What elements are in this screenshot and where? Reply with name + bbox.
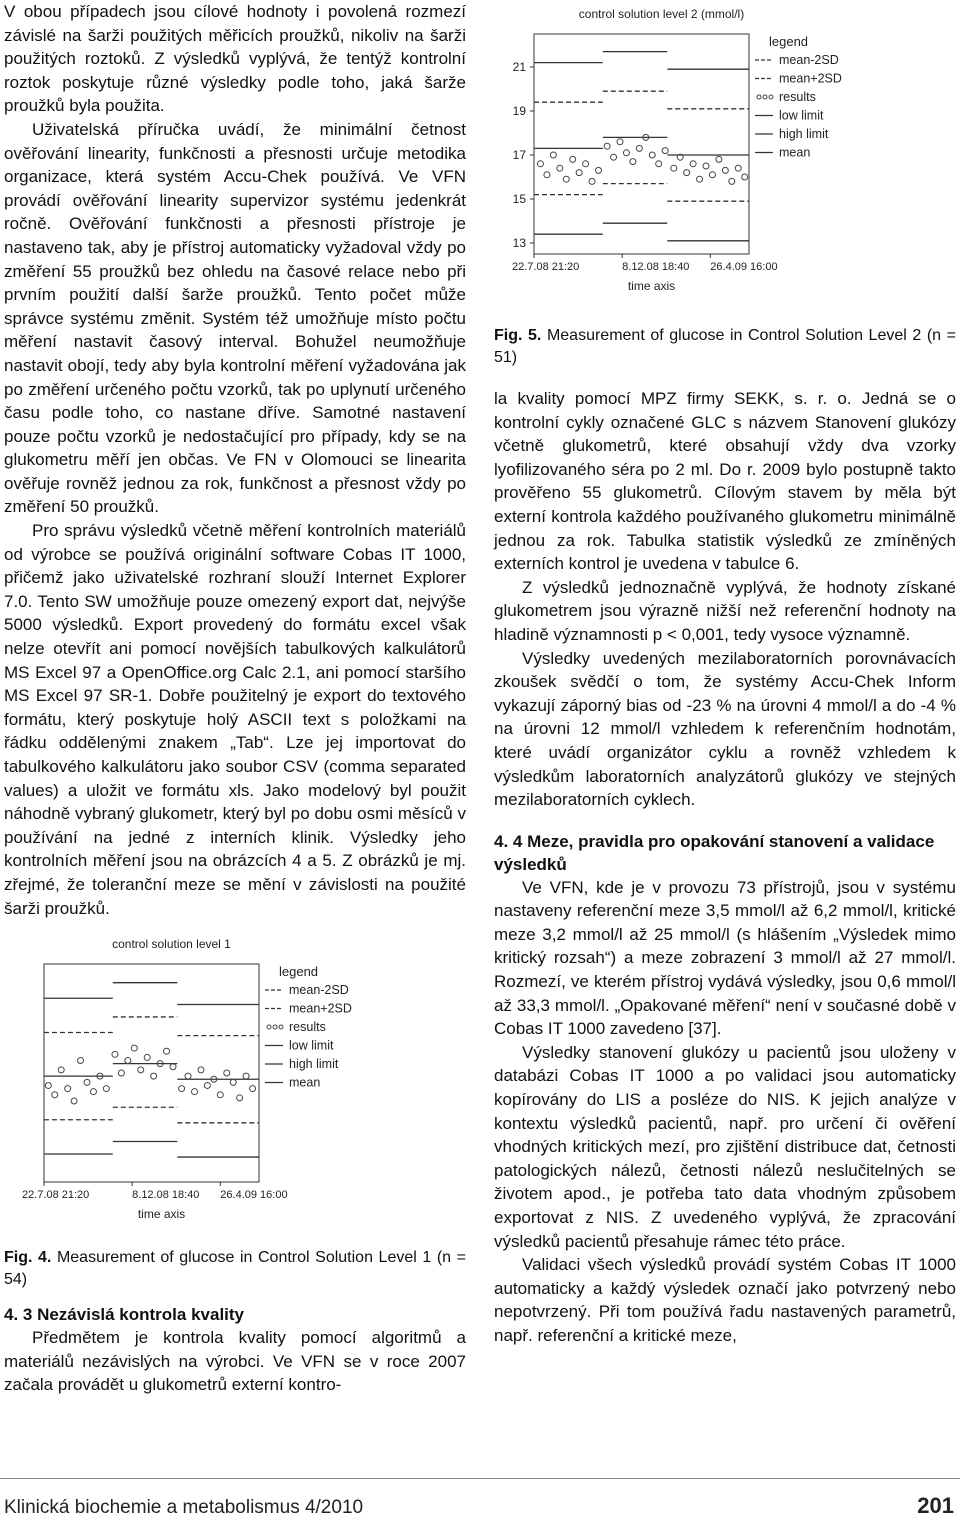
paragraph: Předmětem je kontrola kvality pomocí algoritmů a materiálů nezávislých na výrobci. Ve VFN se v roce 2007 začala provádět u glukometrů externí kontro- xyxy=(4,1328,466,1395)
legend-entry: mean-2SD xyxy=(779,53,839,67)
y-tick-label: 21 xyxy=(512,60,526,74)
paragraph: V obou případech jsou cílové hodnoty i povolená rozmezí závislé na šarži použitých měřicích proužků, nikoliv na šarži použitých roztoků. Z výsledků vyplývá, že tentýž kontrolní roztok poskytuje různé výsledky podle toho, jaká šarže proužků byla použita. xyxy=(4,2,466,116)
legend-entry: mean xyxy=(289,1075,321,1090)
figure-4-caption-text: Measurement of glucose in Control Solution Level 1 (n = 54) xyxy=(4,1249,466,1289)
figure-5-label: Fig. 5. xyxy=(494,327,542,344)
legend-entry: low limit xyxy=(289,1038,334,1053)
y-tick-label: 17 xyxy=(512,148,526,162)
legend-marker xyxy=(279,1025,283,1029)
legend-marker xyxy=(763,95,767,99)
figure-4-caption xyxy=(4,1247,466,1291)
left-column xyxy=(4,0,466,1397)
y-tick-label: 19 xyxy=(512,104,526,118)
right-column xyxy=(494,0,956,1348)
figure-5 xyxy=(494,0,956,317)
x-tick-label: 26.4.09 16:00 xyxy=(710,261,778,273)
chart-title: control solution level 2 (mmol/l) xyxy=(578,7,745,21)
legend-entry: results xyxy=(289,1020,326,1035)
paragraph: Pro správu výsledků včetně měření kontrolních materiálů od výrobce se používá originální software Cobas IT 1000, přičemž jako uživatelské rozhraní slouží Internet Explorer 7.0. Tento SW umožňuje pouze omezený export dat, nejvýše 5000 výsledků. Export provedený do formátu excel však nelze otevřít ani pomocí novějších tabulkových kalkulátorů MS Excel 97 a OpenOffice.org Calc 2.1, ani pomocí staršího MS Excel 97 SR-1. Dobře použitelný je export do textového formátu, který poskytuje holý ASCII text s položkami na řádku oddělenými znakem „Tab“. Lze jej importovat do tabulkového kalkulátoru jako soubor CSV (comma separated values) a uložit ve formátu xls. Jako modelový byl použit náhodně vybraný glukometr, který byl po dobu osmi měsíců v používání na jedné z interních klinik. Výsledky jeho kontrolních měření jsou na obrázcích 4 a 5. Z obrázků je mj. zřejmé, že toleranční meze se mění v závislosti na použité šarži proužků. xyxy=(4,521,466,918)
paragraph: Z výsledků jednoznačně vyplývá, že hodnoty získané glukometrem jsou výrazně nižší než referenční hodnoty na hladině významnosti p < 0,001, tedy vysoce významně. xyxy=(494,577,956,644)
chart-figure-4 xyxy=(4,930,466,1240)
plot-frame xyxy=(44,964,259,1182)
section-heading-4-4: 4. 4 Meze, pravidla pro opakování stanovení a validace výsledků xyxy=(494,831,935,874)
chart-title: control solution level 1 xyxy=(112,937,231,952)
legend-entry: low limit xyxy=(779,108,824,123)
legend-entry: mean+2SD xyxy=(779,71,842,86)
paragraph: Výsledky stanovení glukózy u pacientů jsou uloženy v databázi Cobas IT 1000 a po validaci jsou automaticky kopírovány do LIS a posléze do NIS. K jejich analýze v kontextu výsledků pacientů, např. pro určení či ověření vhodných kritických mezí, pro zjištění distribuce dat, četnosti patologických nálezů, četnosti nálezů neslučitelných se životem apod., je potřeba tato data vhodným způsobem exportovat z NIS. Z uvedeného vyplývá, že zpracování výsledků pacientů přesahuje rámec této práce. xyxy=(494,1042,956,1251)
x-tick-label: 26.4.09 16:00 xyxy=(220,1189,288,1202)
legend-entry: high limit xyxy=(779,127,829,141)
page-footer xyxy=(0,1478,960,1518)
x-axis-label: time axis xyxy=(627,279,676,293)
y-tick-label: 15 xyxy=(512,192,526,206)
x-axis-label: time axis xyxy=(137,1207,186,1222)
legend-title: legend xyxy=(279,964,319,980)
x-tick-label: 8.12.08 18:40 xyxy=(622,261,690,273)
figure-5-caption-text: Measurement of glucose in Control Solution Level 2 (n = 51) xyxy=(494,327,956,366)
section-heading-4-3: 4. 3 Nezávislá kontrola kvality xyxy=(4,1305,245,1325)
legend-marker xyxy=(769,95,773,99)
x-tick-label: 22.7.08 21:20 xyxy=(512,261,580,273)
page-number: 201 xyxy=(917,1493,954,1518)
figure-4 xyxy=(4,930,466,1245)
legend-entry: mean+2SD xyxy=(289,1001,352,1016)
paragraph: Ve VFN, kde je v provozu 73 přístrojů, jsou v systému nastaveny referenční meze 3,5 mmol/l až 6,2 mmol/l, kritické meze 3,2 mmol/l až 25 mmol/l (s hlášením „Výsledek mimo kritický rozsah“) a meze zobrazení 3 mmol/l až 27 mmol/l. Rozmezí, ve kterém přístroj vydává výsledky, jsou 0,6 mmol/l až 33,3 mmol/l. „Opakované měření“ není v současné době v Cobas IT 1000 zavedeno [37]. xyxy=(494,877,956,1039)
paragraph: Validaci všech výsledků provádí systém Cobas IT 1000 automaticky a každý výsledek označí jako potvrzený nebo nepotvrzený. Při tom používá řadu nastavených parametrů, např. referenční a kritické meze, xyxy=(494,1255,956,1345)
paragraph: la kvality pomocí MPZ firmy SEKK, s. r. o. Jedná se o kontrolní cykly označené GLC s názvem Stanovení glukózy včetně glukometrů, které obsahují vždy dva vzorky lyofilizovaného séra po 2 ml. Do r. 2009 bylo postupně takto prověřeno 55 glukometrů. Cílovým stavem by měla být externí kontrola každého používaného glukometru minimálně jednou za rok. Tabulka statistik výsledků ze zmíněných externích kontrol je uvedena v tabulce 6. xyxy=(494,389,956,574)
legend-entry: mean-2SD xyxy=(289,983,349,998)
legend-entry: mean xyxy=(779,145,811,160)
plot-frame xyxy=(534,34,749,254)
legend-title: legend xyxy=(769,34,809,49)
legend-marker xyxy=(267,1025,271,1029)
legend-entry: results xyxy=(779,90,816,104)
journal-name: Klinická biochemie a metabolismus 4/2010 xyxy=(4,1497,364,1518)
chart-figure-5 xyxy=(494,0,956,312)
y-tick-label: 13 xyxy=(512,236,526,250)
paragraph: Uživatelská příručka uvádí, že minimální četnost ověřování linearity, funkčnosti a přesnosti určuje metodika organizace, která systém Accu-Chek používá. Ve VFN provádí ověřování linearity supervizor systému jedenkrát ročně. Ověřování funkčnosti a přesnosti přístroje je nastaveno tak, aby je přístroj automaticky vyžadoval vždy po změření 55 proužků bez ohledu na časové relace nebo při prvním použití další šarže proužků. Tento počet může správce systému změnit. Systém též umožňuje místo počtu měření nastavit časový interval. Bohužel neumožňuje nastavit obojí, tedy aby byla kontrolní měření vyžadována jak po změření určeného počtu vzorků, tak po uplynutí určeného času podle toho, co nastane dříve. Samotné nastavení pouze počtu vzorků je nedostačující pro případy, kdy se na glukometru měří jen občas. Ve FN v Olomouci se linearita ověřuje rovněž jednou za rok, funkčnost a přesnost vždy po změření 50 proužků. xyxy=(4,119,466,517)
legend-marker xyxy=(273,1025,277,1029)
x-tick-label: 8.12.08 18:40 xyxy=(132,1189,200,1202)
legend-entry: high limit xyxy=(289,1057,339,1072)
legend-marker xyxy=(757,95,761,99)
figure-5-caption xyxy=(494,325,956,369)
figure-4-label: Fig. 4. xyxy=(4,1249,52,1267)
paragraph: Výsledky uvedených mezilaboratorních porovnávacích zkoušek svědčí o tom, že systémy Accu-Chek Inform vykazují záporný bias od -23 % na úrovni 4 mmol/l a do -4 % na úrovni 12 mmol/l vzhledem k referenčním hodnotám, které uvádí organizátor cyklu a rovněž vzhledem k výsledkům laboratorních analyzátorů glukózy ve stejných mezilaboratorních cyklech. xyxy=(494,648,956,810)
x-tick-label: 22.7.08 21:20 xyxy=(22,1189,90,1202)
